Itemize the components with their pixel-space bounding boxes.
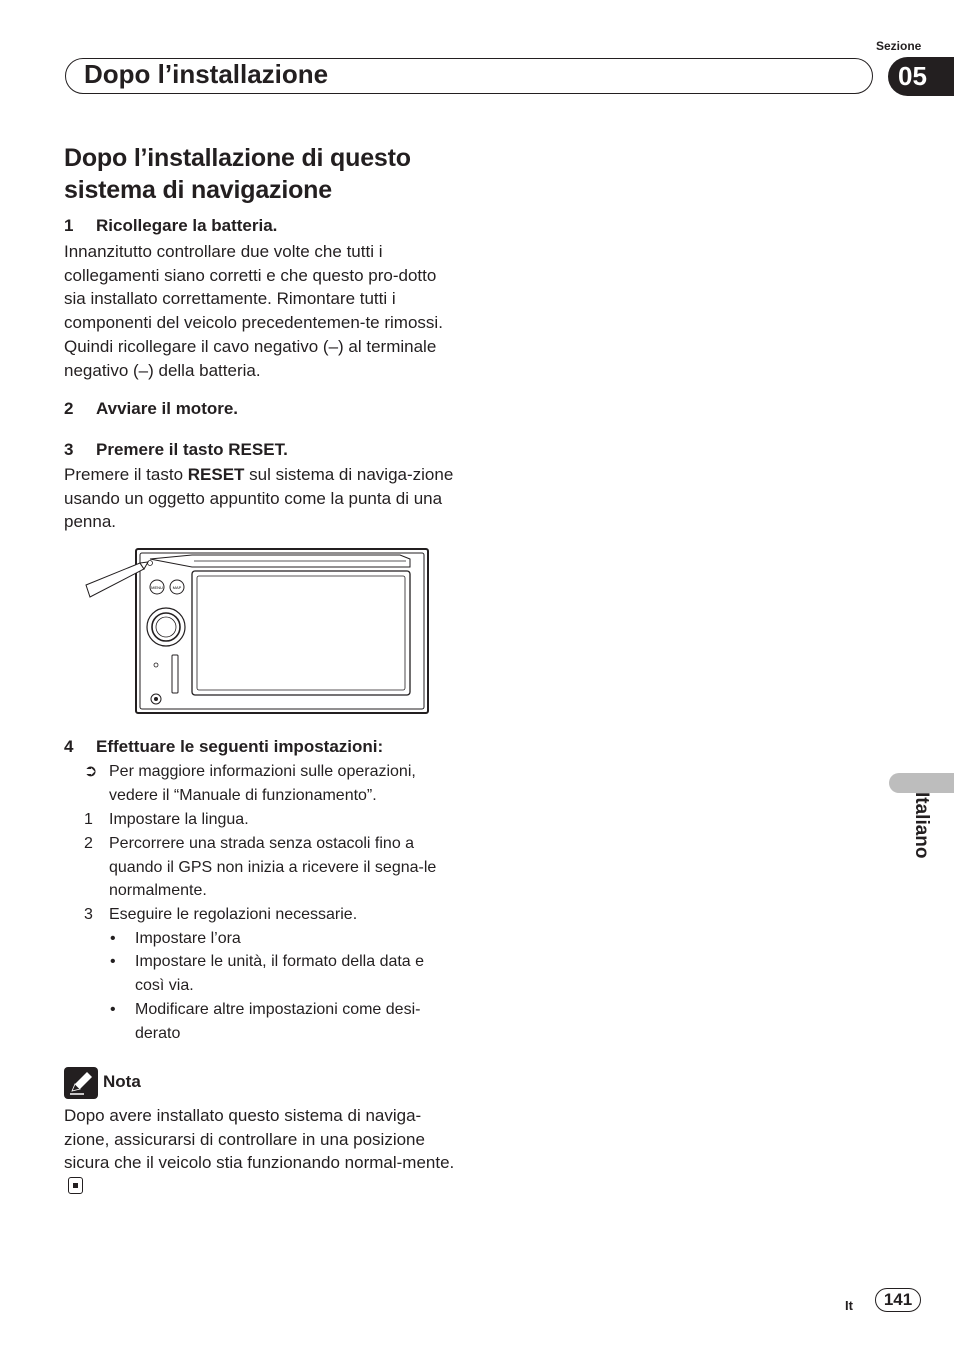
step-3-title (64, 440, 288, 460)
bullet-icon: • (110, 953, 116, 970)
bullet-icon: • (110, 930, 116, 947)
end-of-section-icon (68, 1177, 83, 1194)
step-title-text: Ricollegare la batteria. (96, 216, 278, 235)
language-code: It (845, 1298, 853, 1313)
navigation-unit-drawing (84, 547, 432, 717)
menu-button-label: MENU (151, 585, 163, 590)
list-item-number: 3 (84, 906, 93, 923)
bullet-item (110, 927, 456, 951)
step-3-text-before: Premere il tasto (64, 465, 188, 484)
step-number: 2 (64, 399, 74, 418)
bullet-text: Impostare le unità, il formato della data e così via. (135, 953, 425, 994)
page-heading: Dopo l’installazione di questo sistema di navigazione (64, 144, 411, 204)
list-item-number: 2 (84, 835, 93, 852)
language-text: Italiano (911, 792, 932, 859)
list-item (84, 832, 456, 903)
note-label: Nota (103, 1072, 141, 1091)
note-text (64, 1104, 456, 1199)
list-item (84, 808, 456, 832)
note-text-body: Dopo avere installato questo sistema di naviga-zione, assicurarsi di controllare in una posizione sicura che il veicolo stia funzionando normal-mente. (64, 1106, 455, 1173)
note-pencil-icon (64, 1067, 98, 1099)
list-item-text: Impostare la lingua. (109, 811, 249, 828)
list-item-number: 1 (84, 811, 93, 828)
step-title-text: Avviare il motore. (96, 399, 239, 418)
language-side-label (880, 790, 950, 890)
list-item (84, 903, 456, 927)
list-item-text: Percorrere una strada senza ostacoli fino a quando il GPS non inizia a ricevere il segna-le normalmente. (109, 835, 437, 900)
page-number: 141 (875, 1288, 921, 1312)
bullet-text: Impostare l’ora (135, 930, 241, 947)
section-label: Sezione (876, 39, 922, 53)
section-number-badge: 05 (888, 57, 954, 96)
step-4-title (64, 737, 383, 757)
reference-note (84, 760, 456, 807)
step-title-text: Premere il tasto RESET. (96, 440, 288, 459)
map-button-label: MAP (172, 585, 182, 590)
bullet-icon: • (110, 1001, 116, 1018)
step-2-title (64, 399, 238, 419)
chapter-title: Dopo l’installazione (84, 59, 329, 89)
step-3-text-after: sul sistema di naviga-zione usando un oggetto appuntito come la punta di una penna. (64, 465, 454, 532)
step-title-text: Effettuare le seguenti impostazioni: (96, 737, 384, 756)
navigation-unit-illustration (84, 547, 432, 717)
reset-key-name: RESET (187, 465, 245, 484)
step-1-text: Innanzitutto controllare due volte che tutti i collegamenti siano corretti e che questo pro-dotto sia installato correttamente. Rimontare tutti i componenti del veicolo precedentemen-te rimossi. Quindi ricollegare il cavo negativo (–) al terminale negativo (–) della batteria. (64, 242, 443, 380)
step-number: 4 (64, 737, 74, 756)
step-number: 3 (64, 440, 74, 459)
reference-text: Per maggiore informazioni sulle operazioni, vedere il “Manuale di funzionamento”. (109, 763, 416, 804)
arrow-reference-icon: ➲ (84, 763, 98, 780)
bullet-item (110, 950, 456, 997)
bullet-item (110, 998, 456, 1045)
step-1-title (64, 216, 277, 236)
list-item-text: Eseguire le regolazioni necessarie. (109, 906, 358, 923)
step-number: 1 (64, 216, 74, 235)
bullet-text: Modificare altre impostazioni come desi-derato (135, 1001, 421, 1042)
step-3-text (64, 463, 456, 534)
